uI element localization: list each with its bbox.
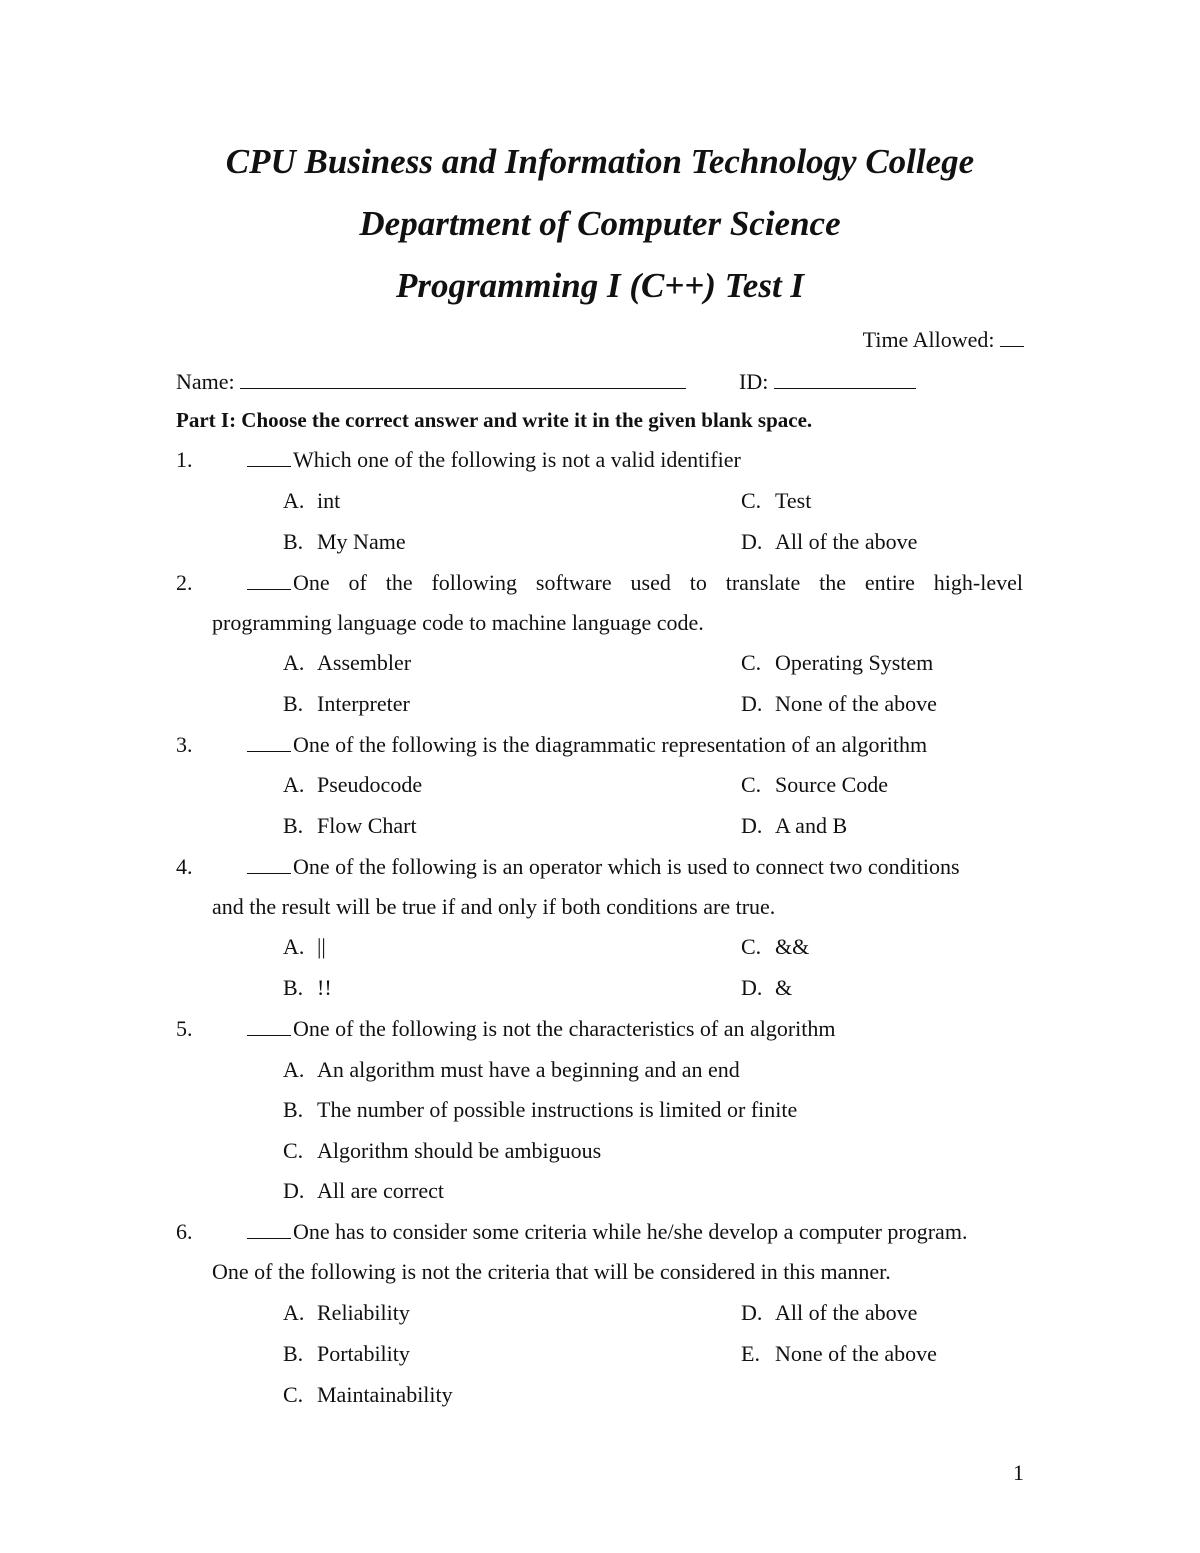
option: D. All are correct [283,1178,445,1203]
option: A. || [283,934,326,959]
answer-blank [247,1218,291,1239]
answer-blank [247,446,291,467]
option: B. Flow Chart [283,813,417,838]
option: D. All of the above [741,529,918,554]
option: B. Interpreter [283,691,410,716]
question-number: 1. [176,447,193,472]
option: A. An algorithm must have a beginning and an end [283,1057,740,1082]
option: C. && [741,934,810,959]
option: C. Algorithm should be ambiguous [283,1138,602,1163]
department-title: Department of Computer Science [359,204,841,243]
option: A. Pseudocode [283,772,423,797]
question-continuation: and the result will be true if and only if both conditions are true. [212,894,776,919]
option: A. int [283,488,341,513]
course-test-title: Programming I (C++) Test I [395,266,805,305]
page-number: 1 [1013,1460,1024,1485]
id-blank [774,366,916,389]
question-text: One has to consider some criteria while he/she develop a computer program. [247,1218,967,1246]
option: C. Source Code [741,772,889,797]
time-allowed [863,324,1024,354]
option: B. The number of possible instructions is limited or finite [283,1097,798,1122]
option: B. My Name [283,529,406,554]
option: C. Test [741,488,812,513]
option: B. !! [283,975,332,1000]
option: D. None of the above [741,691,937,716]
question-continuation: programming language code to machine language code. [212,610,704,635]
option: D. All of the above [741,1300,918,1325]
part1-instruction: Part I: Choose the correct answer and write it in the given blank space. [176,408,813,432]
question-number: 3. [176,732,193,757]
institution-title: CPU Business and Information Technology College [225,142,975,181]
option: C. Maintainability [283,1382,453,1407]
time-allowed-label: Time Allowed: [862,327,995,352]
option: A. Reliability [283,1300,410,1325]
question-number: 5. [176,1016,193,1041]
question-text: One of the following software used to translate the entire high-level [247,569,1023,597]
question-text: One of the following is the diagrammatic representation of an algorithm [247,731,927,759]
question-number: 6. [176,1219,193,1244]
question-text: One of the following is an operator which is used to connect two conditions [247,853,960,881]
question-number: 4. [176,854,193,879]
id-field [739,366,916,396]
option: C. Operating System [741,650,934,675]
name-field [176,366,686,396]
question-text: One of the following is not the characteristics of an algorithm [247,1015,836,1043]
question-continuation: One of the following is not the criteria that will be considered in this manner. [212,1259,891,1284]
option: D. A and B [741,813,848,838]
answer-blank [247,569,291,590]
option: B. Portability [283,1341,410,1366]
answer-blank [247,731,291,752]
answer-blank [247,853,291,874]
option: D. & [741,975,793,1000]
option: A. Assembler [283,650,412,675]
id-label: ID: [739,369,769,394]
question-number: 2. [176,570,193,595]
question-text: Which one of the following is not a valid identifier [247,446,741,474]
time-allowed-blank [1000,324,1024,347]
option: E. None of the above [741,1341,937,1366]
answer-blank [247,1015,291,1036]
name-label: Name: [176,369,235,394]
name-blank [240,366,686,389]
